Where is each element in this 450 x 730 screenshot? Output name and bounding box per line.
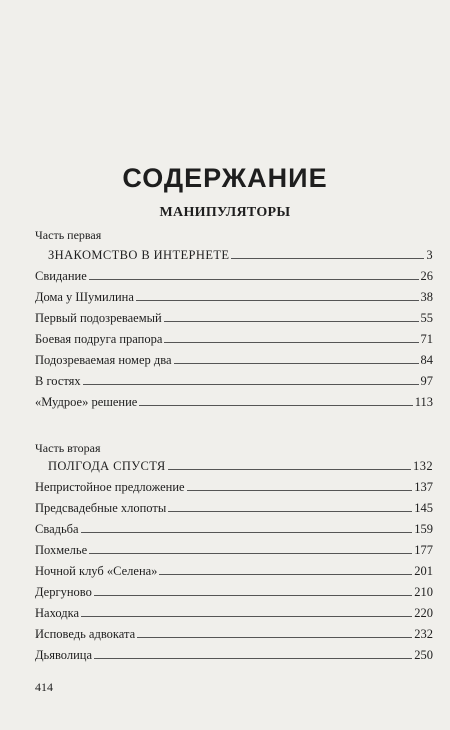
entry-title: Ночной клуб «Селена» — [35, 564, 158, 578]
toc-entry[interactable] — [35, 266, 433, 284]
entry-title: Свидание — [35, 269, 87, 283]
part-heading-entry[interactable] — [48, 456, 433, 474]
entry-title: Дьяволица — [35, 648, 93, 662]
entry-page: 177 — [414, 543, 433, 557]
part-heading-entry[interactable] — [48, 245, 433, 263]
entry-title: Боевая подруга прапора — [35, 332, 163, 346]
entry-page: 113 — [414, 395, 433, 409]
dot-leader — [136, 300, 419, 301]
toc-entry[interactable] — [35, 540, 433, 558]
entry-page: 210 — [414, 585, 433, 599]
page-title: СОДЕРЖАНИЕ — [122, 163, 328, 193]
entry-title: Похмелье — [35, 543, 88, 557]
entry-page: 55 — [420, 311, 433, 325]
entry-title: Исповедь адвоката — [35, 627, 136, 641]
dot-leader — [168, 511, 412, 512]
entry-title: ЗНАКОМСТВО В ИНТЕРНЕТЕ — [48, 248, 230, 262]
entry-page: 232 — [414, 627, 433, 641]
entry-page: 26 — [420, 269, 433, 283]
dot-leader — [89, 279, 419, 280]
toc-entry[interactable] — [35, 519, 433, 537]
toc-entry[interactable] — [35, 498, 433, 516]
toc-entry[interactable] — [35, 477, 433, 495]
toc-entry[interactable] — [35, 392, 433, 410]
dot-leader — [168, 469, 411, 470]
book-subtitle: МАНИПУЛЯТОРЫ — [159, 205, 291, 220]
dot-leader — [164, 342, 418, 343]
entry-title: ПОЛГОДА СПУСТЯ — [48, 459, 166, 473]
entry-page: 97 — [420, 374, 433, 388]
dot-leader — [174, 363, 419, 364]
entry-title: Предсвадебные хлопоты — [35, 501, 167, 515]
dot-leader — [81, 532, 413, 533]
dot-leader — [94, 658, 412, 659]
toc-entry[interactable] — [35, 287, 433, 305]
dot-leader — [81, 616, 412, 617]
page-number: 414 — [35, 680, 53, 694]
entry-title: Находка — [35, 606, 80, 620]
entry-page: 145 — [414, 501, 433, 515]
entry-page: 71 — [420, 332, 433, 346]
dot-leader — [139, 405, 412, 406]
toc-entry[interactable] — [35, 603, 433, 621]
dot-leader — [83, 384, 419, 385]
entry-page: 201 — [414, 564, 433, 578]
part-label: Часть первая — [35, 228, 102, 242]
entry-title: «Мудрое» решение — [35, 395, 138, 409]
entry-page: 132 — [413, 459, 433, 473]
entry-page: 220 — [414, 606, 433, 620]
toc-entry[interactable] — [35, 308, 433, 326]
toc-entry[interactable] — [35, 371, 433, 389]
dot-leader — [187, 490, 413, 491]
toc-entry[interactable] — [35, 624, 433, 642]
toc-entry[interactable] — [35, 645, 433, 663]
dot-leader — [137, 637, 412, 638]
entry-title: Дома у Шумилина — [35, 290, 134, 304]
entry-title: Непристойное предложение — [35, 480, 185, 494]
entry-title: Дергуново — [35, 585, 92, 599]
dot-leader — [164, 321, 419, 322]
entry-page: 84 — [420, 353, 433, 367]
entry-page: 137 — [414, 480, 433, 494]
entry-title: В гостях — [35, 374, 81, 388]
dot-leader — [94, 595, 412, 596]
dot-leader — [159, 574, 412, 575]
dot-leader — [231, 258, 424, 259]
dot-leader — [89, 553, 412, 554]
entry-title: Подозреваемая номер два — [35, 353, 172, 367]
entry-page: 3 — [426, 248, 433, 262]
entry-title: Первый подозреваемый — [35, 311, 162, 325]
entry-page: 159 — [414, 522, 433, 536]
toc-entry[interactable] — [35, 329, 433, 347]
entry-page: 250 — [414, 648, 433, 662]
entry-page: 38 — [420, 290, 433, 304]
toc-entry[interactable] — [35, 582, 433, 600]
entry-title: Свадьба — [35, 522, 79, 536]
toc-entry[interactable] — [35, 561, 433, 579]
part-label: Часть вторая — [35, 441, 101, 455]
toc-entry[interactable] — [35, 350, 433, 368]
